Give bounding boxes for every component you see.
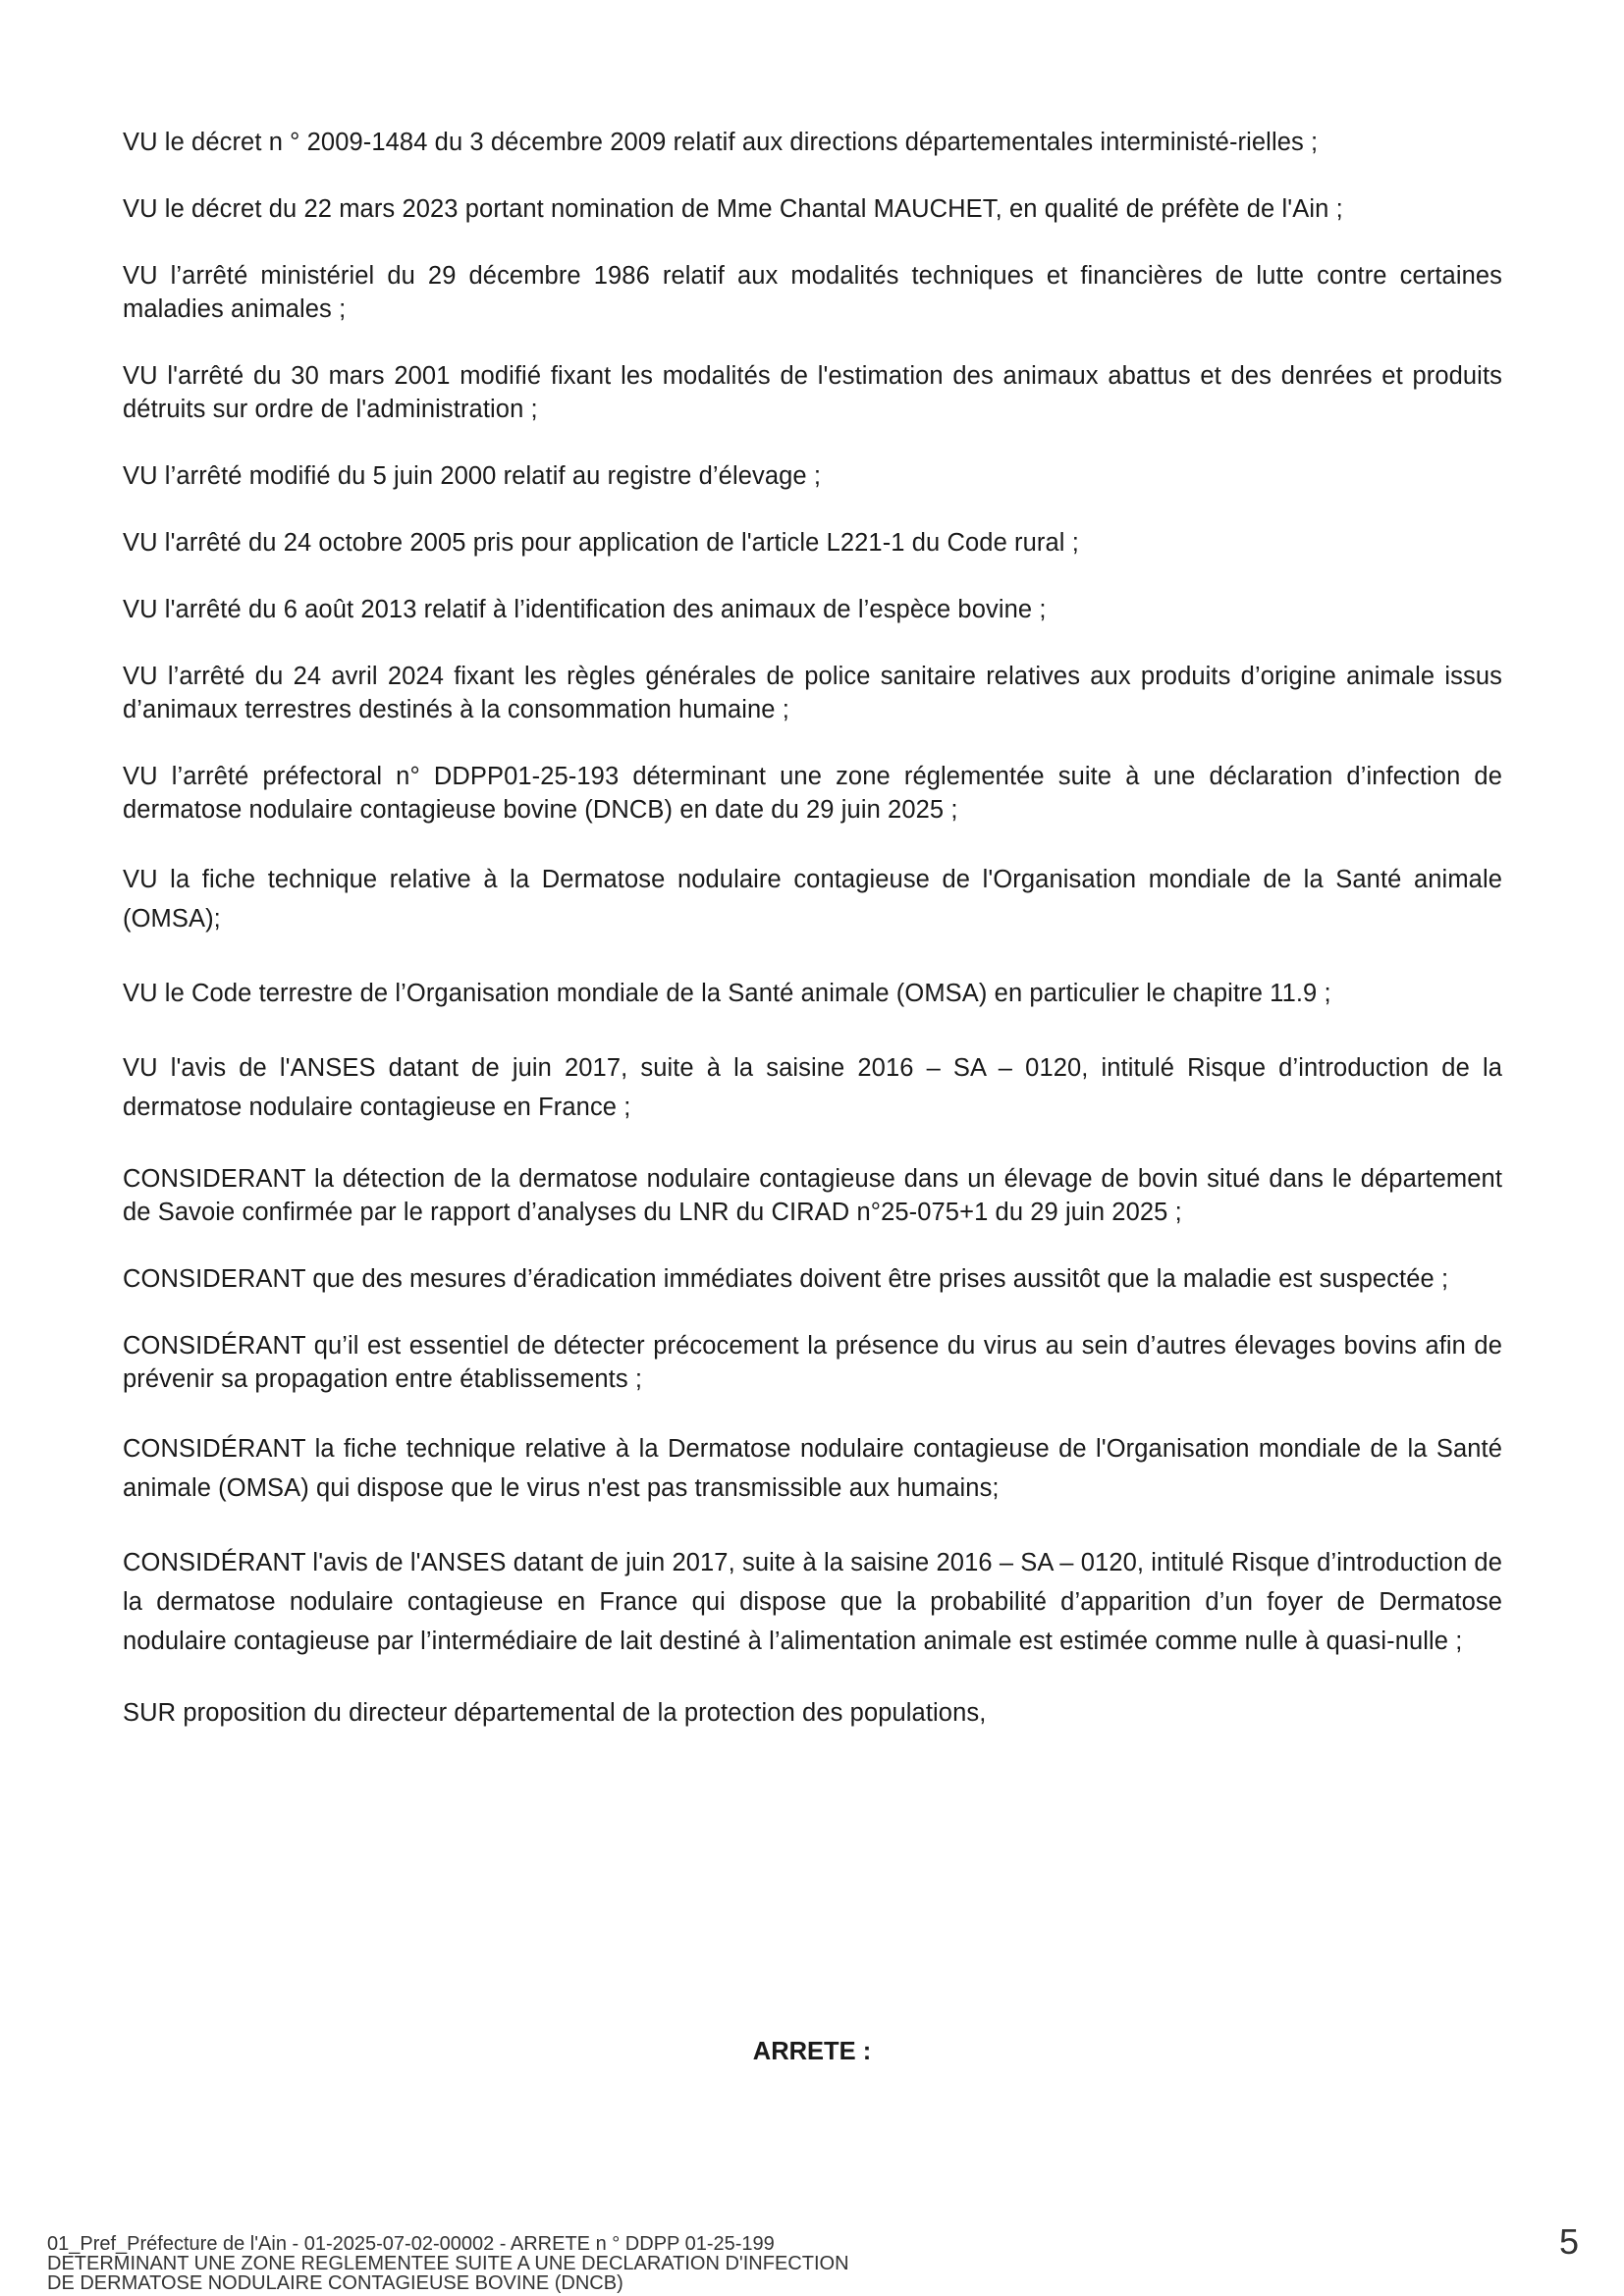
decision-heading: ARRETE : — [752, 2038, 872, 2065]
visa-fiche-technique-omsa: VU la fiche technique relative à la Dermatose nodulaire contagieuse de l'Organisation mondiale de la Santé animale (OMSA); — [123, 866, 1502, 933]
visa-arrete-2005: VU l'arrêté du 24 octobre 2005 pris pour application de l'article L221-1 du Code rural ; — [123, 529, 1079, 557]
visa-decret-2009-1484: VU le décret n ° 2009-1484 du 3 décembre 2009 relatif aux directions départementales interministé-rielles ; — [123, 129, 1319, 156]
footer-title-line-1: DETERMINANT UNE ZONE REGLEMENTEE SUITE A UNE DECLARATION D'INFECTION — [47, 2253, 849, 2274]
visa-arrete-2001: VU l'arrêté du 30 mars 2001 modifié fixant les modalités de l'estimation des animaux abattus et des denrées et produits détruits sur ordre de l'administration ; — [123, 362, 1502, 423]
visa-arrete-2013: VU l'arrêté du 6 août 2013 relatif à l’identification des animaux de l’espèce bovine ; — [123, 596, 1047, 623]
considerant-detection: CONSIDERANT la détection de la dermatose nodulaire contagieuse dans un élevage de bovin situé dans le département de Savoie confirmée par le rapport d’analyses du LNR du CIRAD n°25-075+1 du 29 juin 2025 ; — [123, 1165, 1502, 1226]
considerant-fiche-technique: CONSIDÉRANT la fiche technique relative à la Dermatose nodulaire contagieuse de l'Organisation mondiale de la Santé animale (OMSA) qui dispose que le virus n'est pas transmissible aux humains; — [123, 1435, 1502, 1502]
considerant-detection-precoce: CONSIDÉRANT qu’il est essentiel de détecter précocement la présence du virus au sein d’autres élevages bovins afin de prévenir sa propagation entre établissements ; — [123, 1332, 1502, 1393]
page-footer — [47, 2234, 1127, 2296]
visa-arrete-prefectoral-193: VU l’arrêté préfectoral n° DDPP01-25-193 déterminant une zone réglementée suite à une déclaration d’infection de dermatose nodulaire contagieuse bovine (DNCB) en date du 29 juin 2025 ; — [123, 763, 1502, 824]
visa-code-terrestre-omsa: VU le Code terrestre de l’Organisation mondiale de la Santé animale (OMSA) en particulier le chapitre 11.9 ; — [123, 980, 1331, 1007]
sur-proposition: SUR proposition du directeur départemental de la protection des populations, — [123, 1699, 987, 1727]
visa-arrete-2024: VU l’arrêté du 24 avril 2024 fixant les règles générales de police sanitaire relatives aux produits d’origine animale issus d’animaux terrestres destinés à la consommation humaine ; — [123, 663, 1502, 723]
visa-arrete-registre-elevage: VU l’arrêté modifié du 5 juin 2000 relatif au registre d’élevage ; — [123, 462, 822, 490]
footer-title-line-2: DE DERMATOSE NODULAIRE CONTAGIEUSE BOVINE (DNCB) — [47, 2272, 623, 2294]
considerant-avis-anses: CONSIDÉRANT l'avis de l'ANSES datant de juin 2017, suite à la saisine 2016 – SA – 0120, intitulé Risque d’introduction de la dermatose nodulaire contagieuse en France qui dispose que la probabilité d’apparition d’un foyer de Dermatose nodulaire contagieuse par l’intermédiaire de lait destiné à l’alimentation animale est estimée comme nulle à quasi-nulle ; — [123, 1549, 1502, 1655]
footer-reference-line: 01_Pref_Préfecture de l'Ain - 01-2025-07-02-00002 - ARRETE n ° DDPP 01-25-199 — [47, 2234, 775, 2255]
visa-avis-anses: VU l'avis de l'ANSES datant de juin 2017, suite à la saisine 2016 – SA – 0120, intitulé Risque d’introduction de la dermatose nodulaire contagieuse en France ; — [123, 1054, 1502, 1121]
document-body — [123, 126, 1502, 1730]
visa-arrete-1986: VU l’arrêté ministériel du 29 décembre 1986 relatif aux modalités techniques et financières de lutte contre certaines maladies animales ; — [123, 262, 1502, 323]
visa-decret-nomination-prefete: VU le décret du 22 mars 2023 portant nomination de Mme Chantal MAUCHET, en qualité de préfète de l'Ain ; — [123, 195, 1343, 223]
considerant-mesures-eradication: CONSIDERANT que des mesures d’éradication immédiates doivent être prises aussitôt que la maladie est suspectée ; — [123, 1265, 1449, 1293]
page-number: 5 — [1558, 2221, 1579, 2262]
